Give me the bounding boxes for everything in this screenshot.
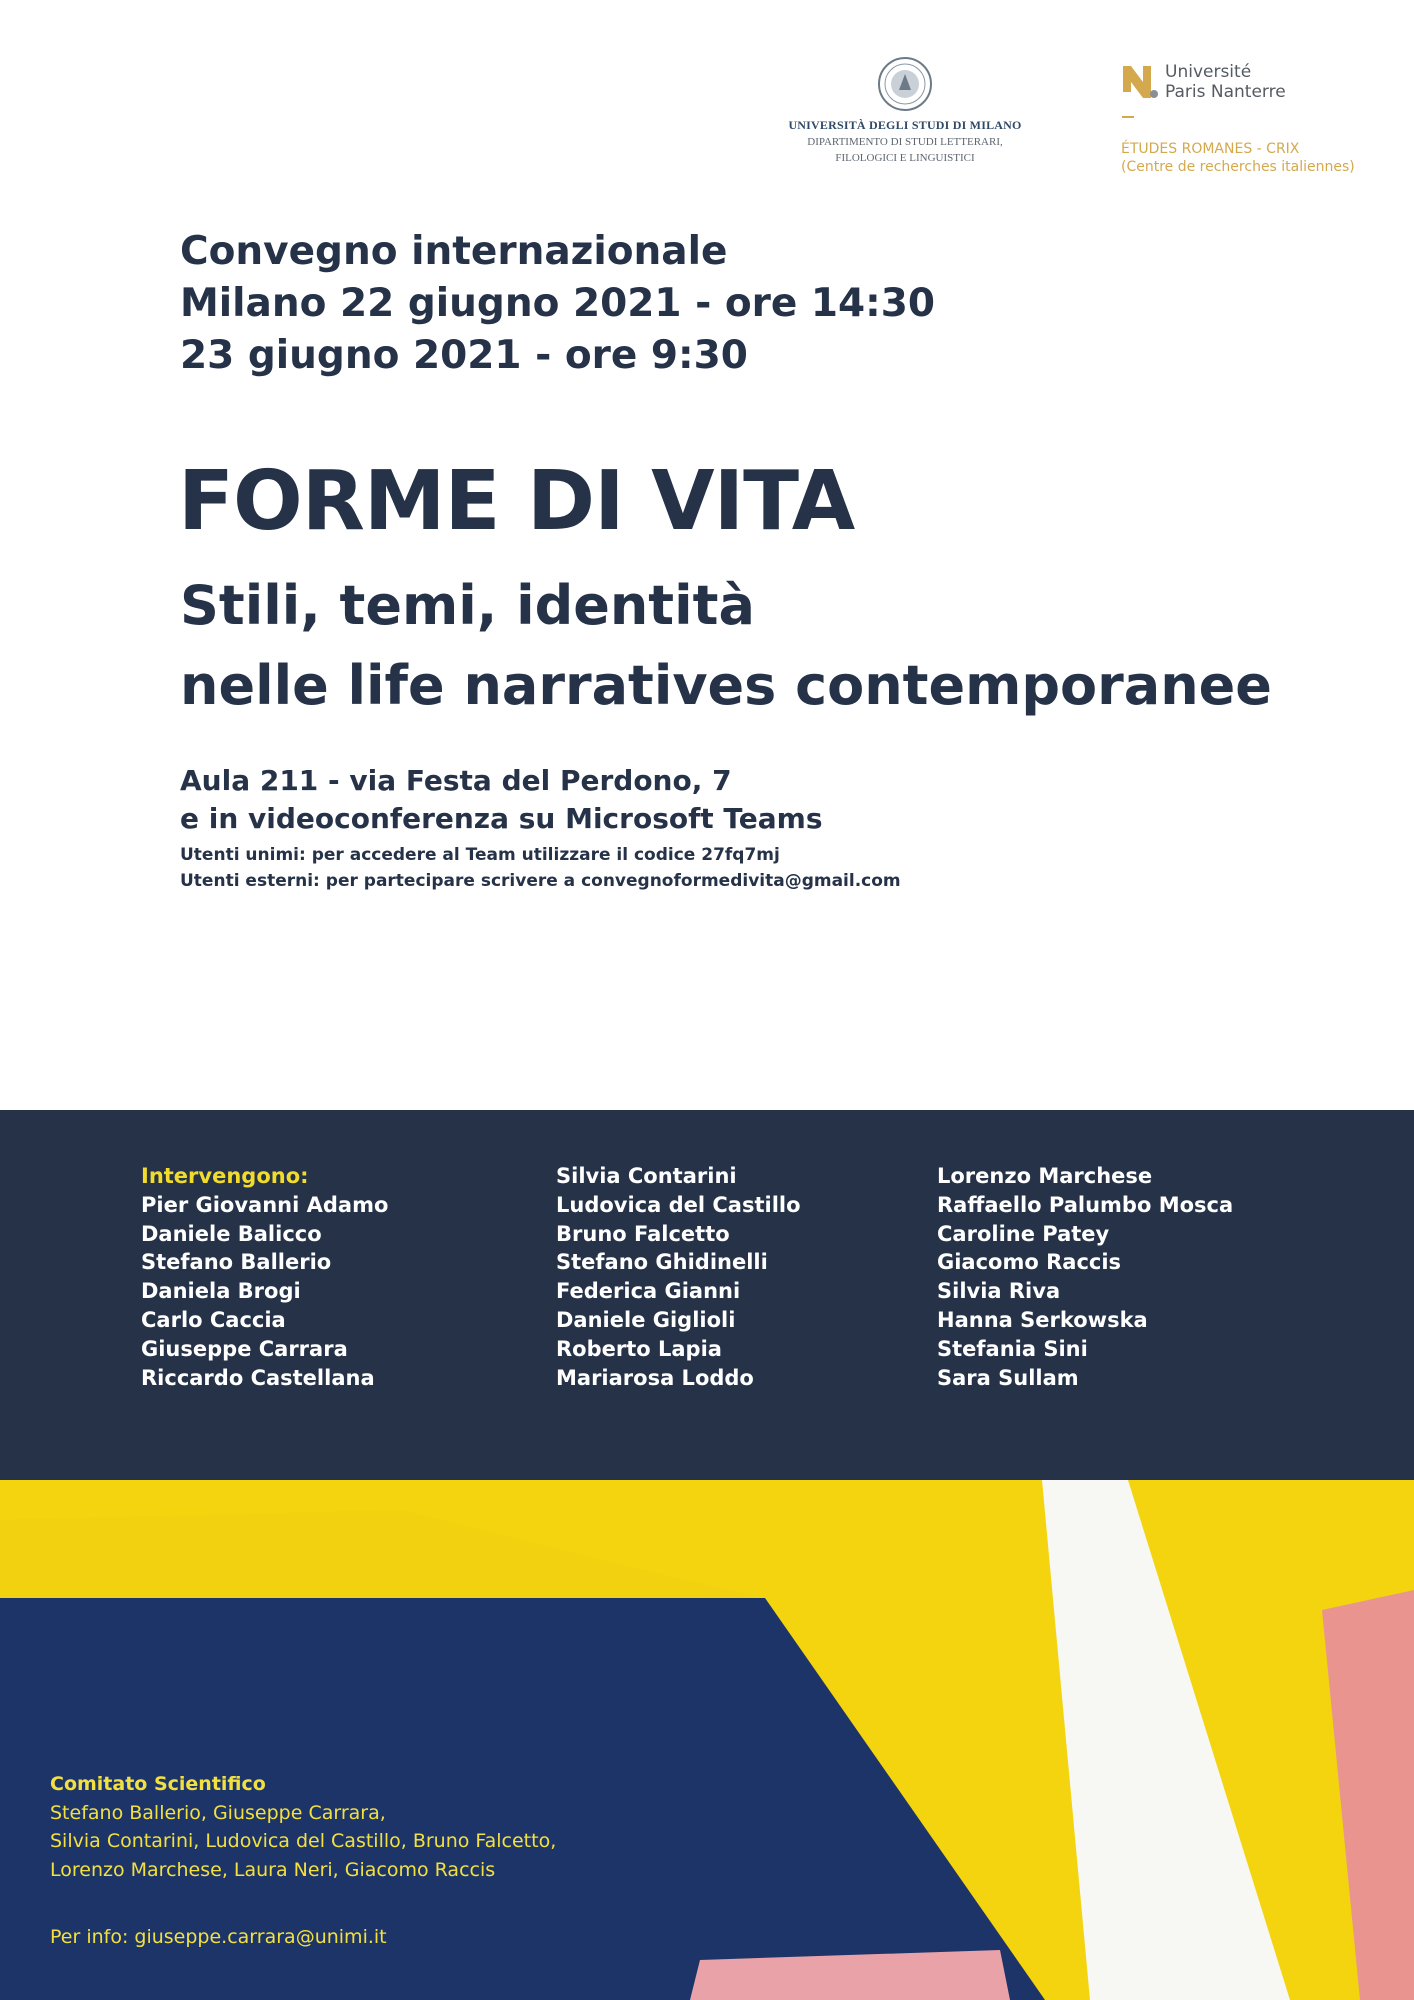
access-internal: Utenti unimi: per accedere al Team utilizzare il codice 27fq7mj	[180, 845, 780, 865]
committee-line3: Lorenzo Marchese, Laura Neri, Giacomo Raccis	[50, 1858, 496, 1881]
speakers-column-2	[556, 1162, 801, 1392]
nanterre-sub-line2: (Centre de recherches italiennes)	[1121, 159, 1355, 175]
committee-line2: Silvia Contarini, Ludovica del Castillo, Bruno Falcetto,	[50, 1830, 557, 1852]
subtitle-line2: nelle life narratives contemporanee	[180, 654, 1272, 717]
speaker-name: Stefano Ghidinelli	[556, 1250, 768, 1275]
speaker-name: Federica Gianni	[556, 1279, 741, 1304]
unimi-logo	[780, 56, 1030, 165]
committee-title: Comitato Scientifico	[50, 1773, 266, 1795]
speaker-name: Silvia Riva	[937, 1279, 1061, 1304]
speaker-name: Caroline Patey	[937, 1221, 1110, 1246]
speaker-name: Stefania Sini	[937, 1336, 1088, 1361]
unimi-dept-line2: FILOLOGICI E LINGUISTICI	[835, 152, 975, 164]
abstract-painting-image	[0, 1480, 1414, 2000]
nanterre-sub-line1: ÉTUDES ROMANES - CRIX	[1121, 141, 1300, 157]
committee-line1: Stefano Ballerio, Giuseppe Carrara,	[50, 1801, 386, 1824]
nanterre-name-line1: Université	[1165, 62, 1252, 82]
venue-online: e in videoconferenza su Microsoft Teams	[180, 802, 823, 835]
unimi-dept-line1: DIPARTIMENTO DI STUDI LETTERARI,	[807, 136, 1003, 148]
nanterre-divider	[1122, 116, 1134, 118]
scientific-committee	[50, 1770, 556, 1884]
page-title: FORME DI VITA	[178, 454, 855, 549]
speakers-section	[0, 1110, 1414, 1480]
access-info	[180, 842, 901, 894]
speakers-column-1	[141, 1162, 388, 1392]
speaker-name: Riccardo Castellana	[141, 1365, 375, 1390]
nanterre-name-line2: Paris Nanterre	[1165, 82, 1286, 102]
speaker-name: Silvia Contarini	[556, 1164, 737, 1188]
nanterre-mark-icon	[1121, 62, 1159, 102]
speaker-name: Pier Giovanni Adamo	[141, 1192, 389, 1217]
speaker-name: Giuseppe Carrara	[141, 1336, 348, 1361]
speaker-name: Roberto Lapia	[556, 1336, 722, 1361]
conference-header	[180, 226, 935, 382]
speaker-name: Carlo Caccia	[141, 1307, 286, 1332]
speaker-name: Mariarosa Loddo	[556, 1365, 754, 1390]
venue-address: Aula 211 - via Festa del Perdono, 7	[180, 764, 732, 797]
speaker-name: Daniela Brogi	[141, 1279, 301, 1304]
conference-type: Convegno internazionale	[180, 229, 728, 274]
unimi-name: UNIVERSITÀ DEGLI STUDI DI MILANO	[788, 118, 1022, 132]
speaker-name: Sara Sullam	[937, 1365, 1079, 1390]
conference-date-2: 23 giugno 2021 - ore 9:30	[180, 333, 748, 378]
unimi-seal-icon	[877, 56, 933, 112]
speaker-name: Ludovica del Castillo	[556, 1192, 801, 1217]
speaker-name: Giacomo Raccis	[937, 1250, 1122, 1275]
venue	[180, 762, 823, 838]
speaker-name: Lorenzo Marchese	[937, 1164, 1153, 1188]
conference-date-1: Milano 22 giugno 2021 - ore 14:30	[180, 281, 936, 326]
speaker-name: Raffaello Palumbo Mosca	[937, 1192, 1234, 1217]
speakers-heading: Intervengono:	[141, 1164, 309, 1188]
subtitle	[180, 566, 1272, 726]
info-contact: Per info: giuseppe.carrara@unimi.it	[50, 1926, 387, 1948]
speaker-name: Daniele Giglioli	[556, 1307, 736, 1332]
speaker-name: Hanna Serkowska	[937, 1307, 1148, 1332]
speaker-name: Daniele Balicco	[141, 1221, 322, 1246]
speaker-name: Stefano Ballerio	[141, 1250, 332, 1275]
subtitle-line1: Stili, temi, identità	[180, 574, 755, 637]
speaker-name: Bruno Falcetto	[556, 1221, 730, 1246]
nanterre-logo	[1121, 62, 1401, 176]
access-external: Utenti esterni: per partecipare scrivere a convegnoformedivita@gmail.com	[180, 871, 901, 891]
speakers-column-3	[937, 1162, 1233, 1392]
